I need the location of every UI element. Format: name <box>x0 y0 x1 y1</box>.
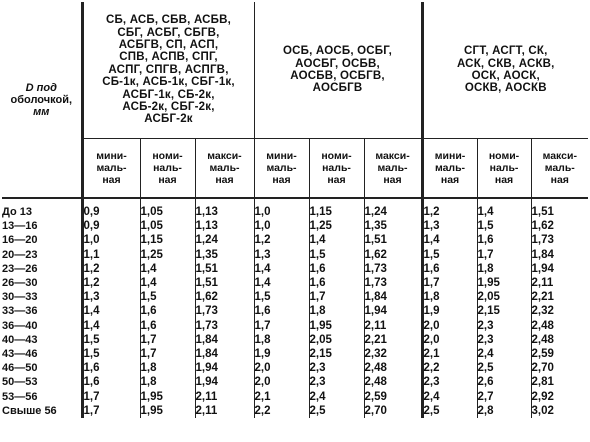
thickness-value-cell: 2,3 <box>422 375 477 389</box>
thickness-value-cell: 2,4 <box>309 390 364 404</box>
thickness-value-cell: 1,8 <box>140 375 195 389</box>
thickness-value-cell: 1,15 <box>140 233 195 247</box>
thickness-value-cell: 1,9 <box>254 347 309 361</box>
thickness-value-cell: 2,32 <box>364 347 422 361</box>
thickness-value-cell: 1,9 <box>422 304 477 318</box>
thickness-value-cell: 2,11 <box>195 390 254 404</box>
brand-line: СГТ, АСГТ, СК, <box>464 45 548 58</box>
brand-line: СБ-1к, АСБ-1к, СБГ-1к, <box>102 76 235 89</box>
diameter-range-cell: 20—23 <box>2 248 38 261</box>
diameter-range-cell: 23—26 <box>2 262 38 275</box>
thickness-value-cell: 2,5 <box>422 404 477 418</box>
thickness-value-cell: 1,4 <box>254 276 309 290</box>
thickness-value-cell: 1,6 <box>309 276 364 290</box>
thickness-value-cell: 2,32 <box>531 304 588 318</box>
thickness-value-cell: 2,3 <box>309 375 364 389</box>
thickness-value-cell: 1,94 <box>531 262 588 276</box>
thickness-value-cell: 1,73 <box>364 262 422 276</box>
thickness-value-cell: 1,5 <box>254 290 309 304</box>
thickness-value-cell: 2,21 <box>531 290 588 304</box>
thickness-value-cell: 1,4 <box>140 276 195 290</box>
thickness-value-cell: 1,7 <box>82 390 140 404</box>
thickness-value-cell: 1,0 <box>254 219 309 233</box>
group-header-2 <box>254 2 422 139</box>
subheader-minimum: мини- маль- ная <box>422 139 477 199</box>
thickness-value-cell: 2,21 <box>364 333 422 347</box>
thickness-value-cell: 1,6 <box>254 304 309 318</box>
thickness-value-cell: 2,4 <box>422 390 477 404</box>
brand-line: АОСБВ, ОСБГВ, <box>290 70 385 82</box>
diameter-range-cell: 26—30 <box>2 277 38 290</box>
thickness-value-cell: 1,7 <box>254 319 309 333</box>
thickness-value-cell: 2,81 <box>531 375 588 389</box>
thickness-value-cell: 2,5 <box>309 404 364 418</box>
thickness-value-cell: 2,11 <box>364 319 422 333</box>
thickness-value-cell: 1,4 <box>477 198 531 219</box>
thickness-value-cell: 1,73 <box>195 319 254 333</box>
brand-line: СПВ, АСПВ, СПГ, <box>119 51 218 64</box>
thickness-value-cell: 1,13 <box>195 219 254 233</box>
thickness-value-cell: 2,0 <box>254 361 309 375</box>
thickness-value-cell: 2,0 <box>422 333 477 347</box>
thickness-value-cell: 1,84 <box>531 248 588 262</box>
thickness-value-cell: 1,73 <box>364 276 422 290</box>
diameter-range-cell: 46—50 <box>2 362 38 375</box>
subheader-maximum: макси- маль- ная <box>195 139 254 199</box>
thickness-value-cell: 1,8 <box>140 361 195 375</box>
brand-line: ОСКВ, АОСКВ <box>464 82 547 95</box>
thickness-value-cell: 2,05 <box>309 333 364 347</box>
cable-sheath-thickness-table <box>2 2 588 418</box>
thickness-value-cell: 1,24 <box>195 233 254 247</box>
diameter-range-cell: 13—16 <box>2 220 38 233</box>
thickness-value-cell: 2,15 <box>309 347 364 361</box>
brand-line: АСБГ-2к <box>144 113 193 126</box>
table-row <box>2 276 588 290</box>
diameter-range-cell: Свыше 56 <box>2 404 57 417</box>
thickness-value-cell: 1,62 <box>195 290 254 304</box>
group-header-3 <box>422 2 588 139</box>
thickness-value-cell: 1,4 <box>140 262 195 276</box>
table-row <box>2 347 588 361</box>
thickness-value-cell: 1,15 <box>309 198 364 219</box>
thickness-value-cell: 1,8 <box>309 304 364 318</box>
d-header-line: D под <box>25 81 57 94</box>
thickness-value-cell: 1,51 <box>531 198 588 219</box>
subheader-nominal: номи- наль- ная <box>477 139 531 199</box>
brand-line: АСК, СКВ, АСКВ, <box>456 57 555 70</box>
thickness-value-cell: 0,9 <box>82 198 140 219</box>
thickness-value-cell: 2,48 <box>531 319 588 333</box>
table-row <box>2 233 588 247</box>
thickness-value-cell: 1,2 <box>82 276 140 290</box>
thickness-value-cell: 1,8 <box>254 333 309 347</box>
thickness-value-cell: 1,73 <box>531 233 588 247</box>
thickness-value-cell: 2,5 <box>477 361 531 375</box>
thickness-value-cell: 1,1 <box>82 248 140 262</box>
thickness-value-cell: 1,05 <box>140 219 195 233</box>
thickness-value-cell: 1,84 <box>195 347 254 361</box>
group-header-1 <box>82 2 254 139</box>
table-row <box>2 361 588 375</box>
brand-line: СБГ, АСБГ, СБГВ, <box>117 26 220 39</box>
thickness-value-cell: 1,8 <box>422 290 477 304</box>
thickness-value-cell: 2,3 <box>309 361 364 375</box>
thickness-value-cell: 1,6 <box>82 361 140 375</box>
thickness-value-cell: 1,8 <box>477 262 531 276</box>
thickness-value-cell: 2,7 <box>477 390 531 404</box>
thickness-value-cell: 1,7 <box>140 347 195 361</box>
thickness-value-cell: 3,02 <box>531 404 588 418</box>
thickness-value-cell: 2,0 <box>422 319 477 333</box>
diameter-range-cell: 16—20 <box>2 234 38 247</box>
thickness-value-cell: 2,59 <box>364 390 422 404</box>
diameter-range-cell: 33—36 <box>2 305 38 318</box>
thickness-value-cell: 1,95 <box>477 276 531 290</box>
table-body <box>2 198 588 418</box>
thickness-value-cell: 1,73 <box>195 304 254 318</box>
thickness-value-cell: 1,13 <box>195 198 254 219</box>
table-row <box>2 219 588 233</box>
thickness-value-cell: 2,05 <box>477 290 531 304</box>
thickness-value-cell: 2,92 <box>531 390 588 404</box>
subheader-minimum: мини- маль- ная <box>254 139 309 199</box>
thickness-value-cell: 2,6 <box>477 375 531 389</box>
thickness-value-cell: 1,4 <box>309 233 364 247</box>
thickness-value-cell: 1,5 <box>140 290 195 304</box>
thickness-value-cell: 1,4 <box>422 233 477 247</box>
thickness-value-cell: 1,6 <box>140 304 195 318</box>
table-row <box>2 262 588 276</box>
thickness-value-cell: 1,25 <box>140 248 195 262</box>
thickness-value-cell: 2,48 <box>364 375 422 389</box>
diameter-range-cell: 30—33 <box>2 291 38 304</box>
brand-line: АОСБГВ <box>312 82 363 95</box>
thickness-value-cell: 1,62 <box>364 248 422 262</box>
table-row <box>2 404 588 418</box>
brand-line: АОСБГ, ОСБВ, <box>295 57 380 70</box>
thickness-value-cell: 1,5 <box>477 219 531 233</box>
thickness-value-cell: 2,8 <box>477 404 531 418</box>
thickness-value-cell: 2,3 <box>477 333 531 347</box>
d-header-line: оболочкой, <box>10 93 73 106</box>
table-row <box>2 319 588 333</box>
table-row <box>2 290 588 304</box>
subheader-nominal: номи- наль- ная <box>140 139 195 199</box>
thickness-value-cell: 1,0 <box>82 233 140 247</box>
thickness-value-cell: 2,2 <box>254 404 309 418</box>
table-row <box>2 390 588 404</box>
thickness-value-cell: 1,3 <box>82 290 140 304</box>
thickness-value-cell: 1,6 <box>140 319 195 333</box>
thickness-value-cell: 1,2 <box>254 233 309 247</box>
thickness-value-cell: 1,6 <box>422 262 477 276</box>
thickness-value-cell: 1,95 <box>309 319 364 333</box>
thickness-value-cell: 1,95 <box>140 390 195 404</box>
subheader-nominal: номи- наль- ная <box>309 139 364 199</box>
subheader-maximum: макси- маль- ная <box>364 139 422 199</box>
thickness-value-cell: 2,48 <box>364 361 422 375</box>
brand-line: АСБГВ, СП, АСП, <box>118 38 219 51</box>
thickness-value-cell: 1,6 <box>82 375 140 389</box>
thickness-value-cell: 1,5 <box>82 333 140 347</box>
thickness-value-cell: 1,62 <box>531 219 588 233</box>
thickness-value-cell: 1,0 <box>254 198 309 219</box>
thickness-value-cell: 1,7 <box>140 333 195 347</box>
thickness-value-cell: 2,4 <box>477 347 531 361</box>
thickness-value-cell: 1,51 <box>195 276 254 290</box>
thickness-value-cell: 1,3 <box>422 219 477 233</box>
thickness-value-cell: 1,25 <box>309 219 364 233</box>
thickness-value-cell: 1,5 <box>309 248 364 262</box>
table-row <box>2 375 588 389</box>
thickness-value-cell: 2,59 <box>531 347 588 361</box>
thickness-value-cell: 1,4 <box>254 262 309 276</box>
table-row <box>2 333 588 347</box>
thickness-value-cell: 2,48 <box>531 333 588 347</box>
brand-line: ОСБ, АОСБ, ОСБГ, <box>282 45 393 58</box>
thickness-value-cell: 1,2 <box>422 198 477 219</box>
thickness-value-cell: 1,95 <box>140 404 195 418</box>
thickness-value-cell: 0,9 <box>82 219 140 233</box>
thickness-value-cell: 1,5 <box>422 248 477 262</box>
thickness-value-cell: 1,35 <box>195 248 254 262</box>
diameter-range-cell: 40—43 <box>2 333 38 346</box>
brand-line: ОСК, АОСК, <box>471 70 540 82</box>
thickness-value-cell: 1,2 <box>82 262 140 276</box>
thickness-value-cell: 1,4 <box>82 304 140 318</box>
thickness-value-cell: 2,70 <box>531 361 588 375</box>
thickness-value-cell: 1,3 <box>254 248 309 262</box>
table-row <box>2 198 588 219</box>
thickness-value-cell: 1,84 <box>195 333 254 347</box>
thickness-value-cell: 1,6 <box>309 262 364 276</box>
thickness-value-cell: 2,11 <box>531 276 588 290</box>
thickness-value-cell: 2,11 <box>195 404 254 418</box>
table-row <box>2 248 588 262</box>
subheader-maximum: макси- маль- ная <box>531 139 588 199</box>
brand-line: СБ, АСБ, СБВ, АСБВ, <box>105 14 232 27</box>
thickness-value-cell: 1,94 <box>195 361 254 375</box>
thickness-value-cell: 1,7 <box>309 290 364 304</box>
thickness-value-cell: 2,2 <box>422 361 477 375</box>
thickness-value-cell: 1,51 <box>195 262 254 276</box>
thickness-value-cell: 1,5 <box>82 347 140 361</box>
thickness-value-cell: 1,35 <box>364 219 422 233</box>
thickness-value-cell: 1,7 <box>477 248 531 262</box>
thickness-value-cell: 1,05 <box>140 198 195 219</box>
thickness-value-cell: 2,70 <box>364 404 422 418</box>
diameter-range-cell: 43—46 <box>2 348 38 361</box>
brand-line: АСПГ, СПГВ, АСПГВ, <box>108 63 229 76</box>
diameter-range-cell: 50—53 <box>2 376 38 389</box>
d-column-header <box>2 2 82 198</box>
thickness-value-cell: 2,3 <box>477 319 531 333</box>
thickness-value-cell: 1,24 <box>364 198 422 219</box>
thickness-value-cell: 2,1 <box>422 347 477 361</box>
thickness-value-cell: 1,84 <box>364 290 422 304</box>
thickness-value-cell: 1,7 <box>422 276 477 290</box>
diameter-range-cell: 36—40 <box>2 319 38 332</box>
thickness-value-cell: 1,6 <box>477 233 531 247</box>
d-header-line: мм <box>33 105 50 118</box>
brand-line: АСБ-2к, СБГ-2к, <box>122 101 215 114</box>
thickness-value-cell: 1,4 <box>82 319 140 333</box>
thickness-value-cell: 2,0 <box>254 375 309 389</box>
thickness-value-cell: 2,15 <box>477 304 531 318</box>
thickness-value-cell: 1,51 <box>364 233 422 247</box>
thickness-value-cell: 1,7 <box>82 404 140 418</box>
thickness-value-cell: 2,1 <box>254 390 309 404</box>
diameter-range-cell: 53—56 <box>2 390 38 403</box>
thickness-value-cell: 1,94 <box>195 375 254 389</box>
table-row <box>2 304 588 318</box>
subheader-minimum: мини- маль- ная <box>82 139 140 199</box>
diameter-range-cell: До 13 <box>2 206 32 218</box>
thickness-value-cell: 1,94 <box>364 304 422 318</box>
brand-line: АСБГ-1к, СБ-2к, <box>122 88 215 101</box>
